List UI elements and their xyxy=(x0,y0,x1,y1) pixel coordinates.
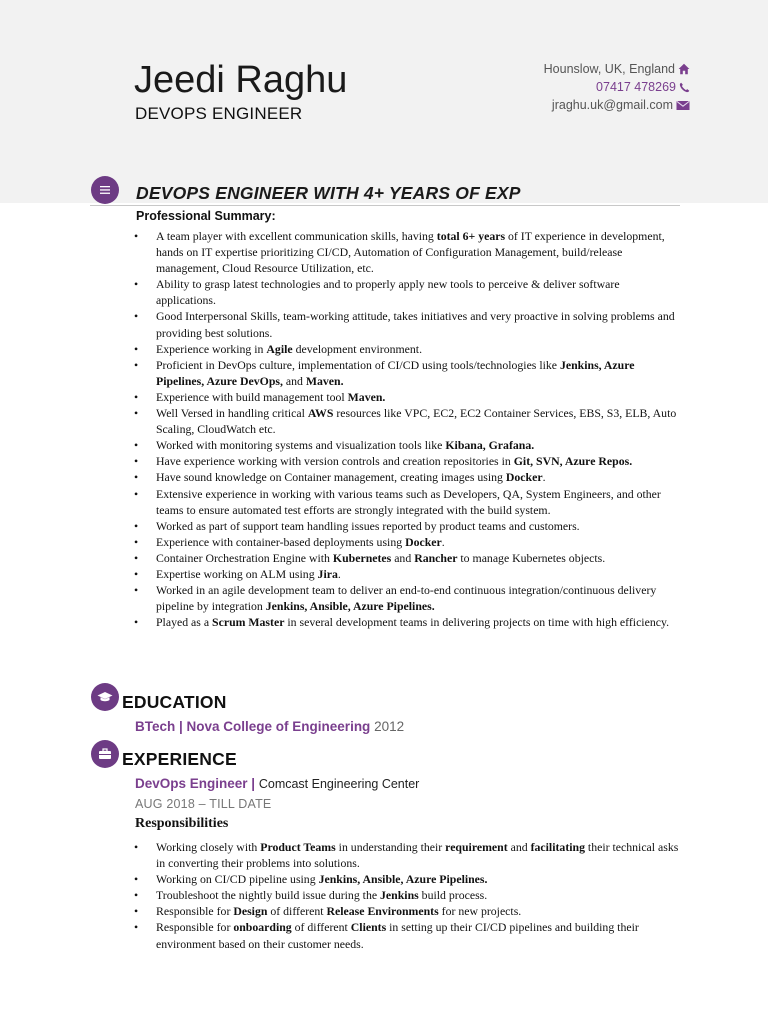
bold-text: Git, SVN, Azure Repos. xyxy=(513,454,633,469)
candidate-name: Jeedi Raghu xyxy=(134,59,348,101)
bullet-text: Working on CI/CD pipeline using xyxy=(156,872,319,887)
briefcase-icon xyxy=(91,740,119,768)
bullet-item xyxy=(133,228,681,276)
bullet-item xyxy=(133,308,681,340)
bullet-item xyxy=(133,550,681,566)
bold-text: Agile xyxy=(266,341,293,356)
bold-text: Docker xyxy=(405,534,442,549)
bullet-text: to manage Kubernetes objects. xyxy=(457,550,606,565)
bullet-item xyxy=(133,534,681,550)
bullet-text: Have sound knowledge on Container management, creating images using xyxy=(156,470,506,485)
bullet-item xyxy=(133,566,681,582)
bullet-text: Troubleshoot the nightly build issue during the xyxy=(156,888,381,903)
bullet-item xyxy=(133,469,681,485)
bullet-item xyxy=(133,887,681,903)
bullet-text: and xyxy=(282,373,306,388)
bullet-text: and xyxy=(507,840,531,854)
bold-text: Scrum Master xyxy=(212,615,285,630)
bullet-text: Proficient in DevOps culture, implementation of CI/CD using tools/technologies like xyxy=(156,357,560,372)
bold-text: Jira xyxy=(317,566,338,581)
bullet-text: resources like VPC, EC2, EC2 Container Services, EBS, S3, ELB, Auto Scaling, CloudWatch etc. xyxy=(156,406,677,437)
bold-text: facilitating xyxy=(530,840,585,854)
bullet-text: for new projects. xyxy=(438,904,522,919)
bold-text: requirement xyxy=(445,840,508,854)
summary-subheading: Professional Summary: xyxy=(136,209,276,223)
bold-text: Release Environments xyxy=(326,904,439,919)
bold-text: Design xyxy=(233,904,268,919)
experience-company: Comcast Engineering Center xyxy=(258,777,420,791)
experience-dates: AUG 2018 – TILL DATE xyxy=(135,797,272,811)
bullet-text: Experience with build management tool xyxy=(156,389,348,404)
bullet-text: Expertise working on ALM using xyxy=(156,566,318,581)
bullet-text: Working closely with xyxy=(156,840,261,854)
bullet-text: Ability to grasp latest technologies and to properly apply new tools to perceive & deliver software applications. xyxy=(156,277,620,308)
bullet-text: Experience working in xyxy=(156,341,267,356)
experience-title: DevOps Engineer | xyxy=(135,776,256,791)
bullet-item xyxy=(133,582,681,614)
email-row xyxy=(544,96,690,114)
bullet-item xyxy=(133,453,681,469)
bullet-item xyxy=(133,919,681,951)
bold-text: Jenkins, Ansible, Azure Pipelines. xyxy=(265,599,435,614)
bullet-item xyxy=(133,614,681,630)
bold-text: Maven. xyxy=(347,389,386,404)
bullet-text: their technical asks in converting their problems into solutions. xyxy=(156,840,679,871)
bold-text: Maven. xyxy=(305,373,344,388)
bold-text: Jenkins, Azure Pipelines, Azure DevOps, xyxy=(156,357,635,388)
bullet-text: Played as a xyxy=(156,615,213,630)
contact-block xyxy=(544,60,690,114)
bullet-item xyxy=(133,357,681,389)
phone-text[interactable]: 07417 478269 xyxy=(596,80,676,94)
bullet-item xyxy=(133,276,681,308)
bullet-item xyxy=(133,405,681,437)
bullet-text: Experience with container-based deployments using xyxy=(156,534,406,549)
bullet-text: Container Orchestration Engine with xyxy=(156,550,333,565)
phone-row xyxy=(544,78,690,96)
responsibilities-bullet-list xyxy=(133,839,681,952)
education-heading: EDUCATION xyxy=(122,692,227,712)
email-text[interactable]: jraghu.uk@gmail.com xyxy=(551,98,673,112)
summary-bullet-list xyxy=(133,228,681,630)
home-icon xyxy=(678,63,690,75)
section-divider xyxy=(90,205,680,206)
bold-text: Product Teams xyxy=(260,840,336,854)
envelope-icon xyxy=(676,100,690,111)
bullet-item xyxy=(133,341,681,357)
location-text: Hounslow, UK, England xyxy=(543,62,675,76)
bullet-text: in several development teams in delivering projects on time with high efficiency. xyxy=(284,615,670,630)
bold-text: onboarding xyxy=(233,920,292,935)
bullet-text: . xyxy=(441,534,445,549)
phone-icon xyxy=(679,82,690,93)
bullet-text: build process. xyxy=(418,888,488,903)
education-year: 2012 xyxy=(374,719,405,734)
bullet-item xyxy=(133,486,681,518)
bullet-item xyxy=(133,389,681,405)
summary-heading: DEVOPS ENGINEER WITH 4+ YEARS OF EXP xyxy=(136,183,521,203)
experience-entry xyxy=(135,776,419,791)
bullet-text: of different xyxy=(291,920,351,935)
bullet-text: Extensive experience in working with various teams such as Developers, QA, System Engineers, and other teams to ensure automated test efforts are strongly integrated with the build system. xyxy=(156,486,661,517)
location-row xyxy=(544,60,690,78)
bold-text: Clients xyxy=(350,920,387,935)
bold-text: total 6+ years xyxy=(436,229,506,243)
bold-text: Rancher xyxy=(414,550,458,565)
bold-text: Docker xyxy=(505,470,543,485)
bullet-item xyxy=(133,437,681,453)
bullet-text: Good Interpersonal Skills, team-working attitude, takes initiatives and very proactive in solving problems and providing best solutions. xyxy=(156,309,675,340)
bullet-text: development environment. xyxy=(292,341,423,356)
bullet-text: Well Versed in handling critical xyxy=(156,406,308,421)
bullet-item xyxy=(133,518,681,534)
bullet-text: and xyxy=(391,550,415,565)
bullet-text: in understanding their xyxy=(335,840,446,854)
experience-heading: EXPERIENCE xyxy=(122,749,237,769)
bullet-text: Responsible for xyxy=(156,904,234,919)
education-degree: BTech | Nova College of Engineering xyxy=(135,719,371,734)
bullet-item xyxy=(133,903,681,919)
bullet-item xyxy=(133,871,681,887)
bold-text: Kubernetes xyxy=(332,550,392,565)
bullet-text: Worked with monitoring systems and visualization tools like xyxy=(156,438,446,453)
bullet-text: . xyxy=(542,470,546,485)
bullet-text: of IT experience in development, hands on IT expertise prioritizing CI/CD, Automation of Configuration Management, build/release management, Cloud Resource Utilization, etc. xyxy=(156,229,665,276)
bold-text: Jenkins, Ansible, Azure Pipelines. xyxy=(318,872,488,887)
bullet-text: A team player with excellent communication skills, having xyxy=(156,229,437,243)
responsibilities-heading: Responsibilities xyxy=(135,816,229,831)
candidate-role: DEVOPS ENGINEER xyxy=(135,104,303,123)
graduation-cap-icon xyxy=(91,683,119,711)
bold-text: Jenkins xyxy=(380,888,419,903)
list-icon xyxy=(91,176,119,204)
bullet-text: in setting up their CI/CD pipelines and building their environment based on their customer needs. xyxy=(156,920,639,951)
bold-text: Kibana, Grafana. xyxy=(445,438,535,453)
bullet-text: Worked in an agile development team to deliver an end-to-end continuous integration/continuous delivery pipeline by integration xyxy=(156,583,657,614)
bullet-item xyxy=(133,839,681,871)
bullet-text: of different xyxy=(267,904,327,919)
bullet-text: Responsible for xyxy=(156,920,234,935)
bold-text: AWS xyxy=(307,406,334,421)
education-entry xyxy=(135,719,404,734)
bullet-text: . xyxy=(337,566,341,581)
bullet-text: Have experience working with version controls and creation repositories in xyxy=(156,454,514,469)
bullet-text: Worked as part of support team handling issues reported by product teams and customers. xyxy=(156,518,580,533)
